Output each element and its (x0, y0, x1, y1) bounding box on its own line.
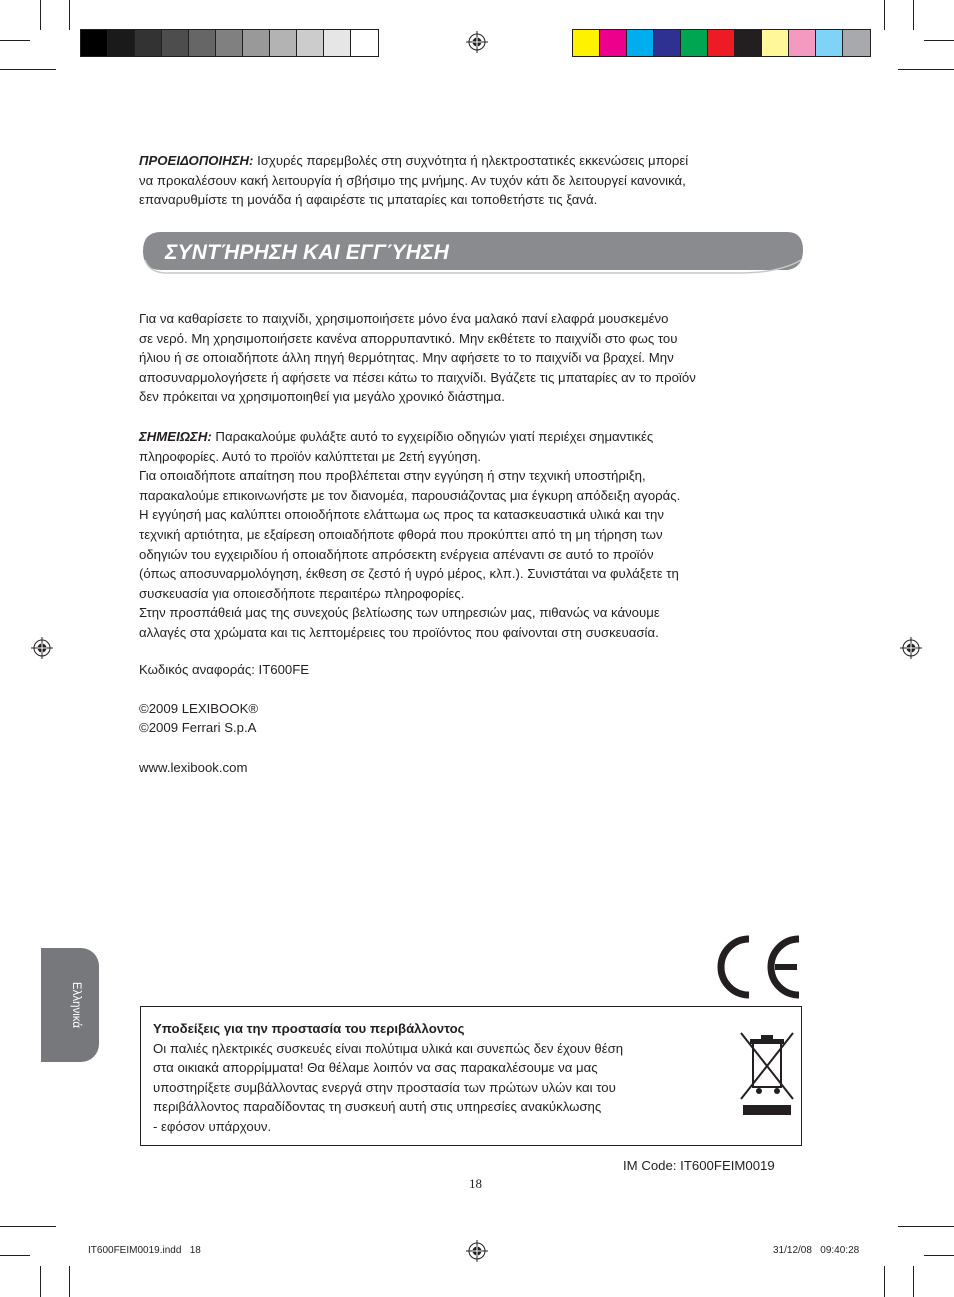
environment-text (153, 1019, 733, 1137)
page-number: 18 (469, 1176, 482, 1191)
color-swatch (627, 30, 654, 56)
crop-mark (0, 1255, 30, 1256)
grey-swatch (270, 30, 297, 56)
care-line: σε νερό. Μη χρησιμοποιήσετε κανένα απορρυπαντικό. Μην εκθέτετε το παιχνίδι στο φως του (139, 330, 678, 346)
care-line: αποσυναρμολογήσετε ή αφήσετε να πέσει κάτω το παιχνίδι. Βγάζετε τις μπαταρίες αν το προϊόν (139, 369, 696, 385)
grey-swatch (216, 30, 243, 56)
grey-swatch (351, 30, 378, 56)
website-link[interactable]: www.lexibook.com (139, 760, 248, 775)
reference-code: Κωδικός αναφοράς: IT600FE (139, 662, 310, 677)
grey-swatch (324, 30, 351, 56)
environment-title: Υποδείξεις για την προστασία του περιβάλλοντος (153, 1021, 465, 1036)
environment-notice-box (140, 1006, 802, 1146)
color-swatch (573, 30, 600, 56)
crop-mark (898, 1226, 954, 1227)
note-line: παρακαλούμε επικοινωνήστε με τον διανομέα, παρουσιάζοντας μια έγκυρη απόδειξη αγοράς. (139, 487, 681, 503)
color-swatch (816, 30, 843, 56)
registration-mark-icon (31, 637, 53, 659)
care-line: δεν πρόκειται να χρησιμοποιηθεί για μεγάλο χρονικό διάστημα. (139, 389, 505, 405)
grey-swatch (135, 30, 162, 56)
registration-mark-icon (900, 637, 922, 659)
care-line: Για να καθαρίσετε το παιχνίδι, χρησιμοποιήσετε μόνο ένα μαλακό πανί ελαφρά μουσκεμένο (139, 311, 669, 326)
crossed-bin-icon (739, 1029, 795, 1117)
care-paragraph (139, 309, 819, 407)
color-calibration-bar (572, 29, 871, 57)
warning-paragraph (139, 151, 819, 210)
note-label: ΣΗΜΕΙΩΣΗ: (139, 429, 212, 444)
crop-mark (40, 1266, 41, 1297)
grey-calibration-bar (80, 29, 379, 57)
environment-line: υποστηρίξετε συμβάλλοντας ενεργά στην προστασία των πρώτων υλών και του (153, 1079, 616, 1095)
grey-swatch (297, 30, 324, 56)
crop-mark (884, 1266, 885, 1297)
color-swatch (735, 30, 762, 56)
crop-mark (924, 1255, 954, 1256)
warning-label: ΠΡΟΕΙΔΟΠΟΙΗΣΗ: (139, 153, 254, 168)
im-code: IM Code: IT600FEIM0019 (623, 1158, 775, 1173)
crop-mark (913, 0, 914, 30)
note-line: αλλαγές στα χρώματα και τις λεπτομέρειες του προϊόντος που φαίνονται στη συσκευασία. (139, 624, 659, 640)
grey-swatch (108, 30, 135, 56)
color-swatch (789, 30, 816, 56)
crop-mark (884, 0, 885, 30)
registration-mark-icon (466, 1240, 488, 1262)
crop-mark (0, 40, 30, 41)
section-title: ΣΥΝΤΉΡΗΣΗ ΚΑΙ ΕΓΓΎΗΣΗ (165, 241, 450, 264)
note-line: τεχνική αρτιότητα, με εξαίρεση οποιαδήποτε φθορά που προκύπτει από τη μη τήρηση των (139, 526, 663, 542)
section-banner (139, 230, 805, 276)
color-swatch (843, 30, 870, 56)
copyright-ferrari: ©2009 Ferrari S.p.A (139, 720, 257, 735)
environment-line: στα οικιακά απορρίμματα! Θα θέλαμε λοιπόν να σας παρακαλέσουμε να μας (153, 1060, 598, 1076)
crop-mark (40, 0, 41, 30)
environment-line: περιβάλλοντος παραδίδοντας τη συσκευή αυτή στις υπηρεσίες ανακύκλωσης (153, 1099, 602, 1115)
crop-mark (898, 69, 954, 70)
crop-mark (69, 0, 70, 30)
footer-file-name: IT600FEIM0019.indd 18 (88, 1245, 201, 1256)
color-swatch (708, 30, 735, 56)
crop-mark (0, 1226, 56, 1227)
crop-mark (924, 40, 954, 41)
grey-swatch (243, 30, 270, 56)
note-line: Η εγγύησή μας καλύπτει οποιοδήποτε ελάττωμα ως προς τα κατασκευαστικά υλικά και την (139, 507, 664, 523)
copyright-lexibook: ©2009 LEXIBOOK® (139, 701, 259, 716)
note-line: οδηγιών του εγχειριδίου ή οποιαδήποτε απρόσεκτη ενέργεια απέναντι σε αυτό το προϊόν (139, 546, 654, 562)
note-line: συσκευασία για οποιεσδήποτε περαιτέρω πληροφορίες. (139, 585, 465, 601)
care-line: ήλιου ή σε οποιαδήποτε άλλη πηγή θερμότητας. Μην αφήσετε το το παιχνίδι να βραχεί. Μην (139, 350, 674, 366)
warning-line: Ισχυρές παρεμβολές στη συχνότητα ή ηλεκτροστατικές εκκενώσεις μπορεί (253, 153, 689, 168)
environment-line: Οι παλιές ηλεκτρικές συσκευές είναι πολύτιμα υλικά και συνεπώς δεν έχουν θέση (153, 1040, 624, 1056)
note-paragraph (139, 427, 819, 643)
crop-mark (913, 1266, 914, 1297)
ce-mark-icon (711, 935, 803, 999)
warning-line: επαναρυθμίστε τη μονάδα ή αφαιρέστε τις μπαταρίες και τοποθετήστε τις ξανά. (139, 192, 598, 208)
language-label: Ελληνικά (70, 981, 83, 1029)
grey-swatch (81, 30, 108, 56)
color-swatch (681, 30, 708, 56)
note-line: Παρακαλούμε φυλάξτε αυτό το εγχειρίδιο οδηγιών γιατί περιέχει σημαντικές (211, 429, 654, 444)
crop-mark (69, 1266, 70, 1297)
note-line: (όπως αποσυναρμολόγηση, έκθεση σε ζεστό ή υγρό μέρος, κλπ.). Συνιστάται να φυλάξετε τη (139, 566, 679, 582)
color-swatch (762, 30, 789, 56)
color-swatch (600, 30, 627, 56)
grey-swatch (189, 30, 216, 56)
footer-timestamp: 31/12/08 09:40:28 (773, 1245, 860, 1256)
registration-mark-icon (466, 31, 488, 53)
crop-mark (0, 69, 56, 70)
note-line: Στην προσπάθειά μας της συνεχούς βελτίωσης των υπηρεσιών μας, πιθανώς να κάνουμε (139, 605, 660, 621)
note-line: Για οποιαδήποτε απαίτηση που προβλέπεται στην εγγύηση ή στην τεχνική υποστήριξη, (139, 468, 646, 484)
environment-line: - εφόσον υπάρχουν. (153, 1118, 272, 1134)
note-line: πληροφορίες. Αυτό το προϊόν καλύπτεται με 2ετή εγγύηση. (139, 448, 481, 464)
warning-line: να προκαλέσουν κακή λειτουργία ή σβήσιμο της μνήμης. Αν τυχόν κάτι δε λειτουργεί κανονικά, (139, 172, 686, 188)
language-side-tab (41, 948, 99, 1062)
grey-swatch (162, 30, 189, 56)
color-swatch (654, 30, 681, 56)
